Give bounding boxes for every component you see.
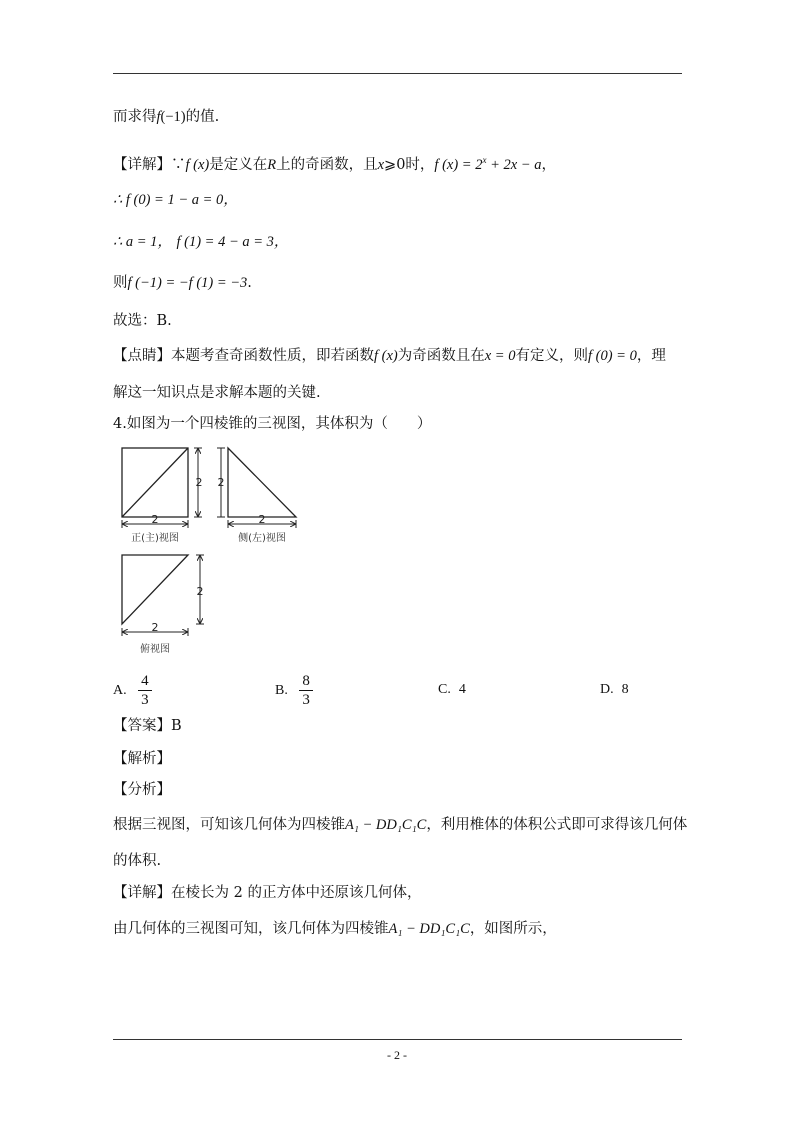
option-a xyxy=(113,672,152,709)
text: ，利用椎体的体积公式即可求得该几何体 xyxy=(426,817,688,833)
top-view-label: 俯视图 xyxy=(140,644,170,655)
option-d xyxy=(600,682,629,698)
option-fraction xyxy=(138,672,152,709)
math: f (x) xyxy=(185,156,210,173)
option-label: A. xyxy=(113,682,127,698)
front-width-label: 2 xyxy=(151,513,159,526)
text-line-5 xyxy=(113,273,252,293)
answer: 【答案】B xyxy=(113,718,182,734)
text-line-9 xyxy=(113,815,687,835)
footer-rule xyxy=(113,1039,682,1040)
question-4 xyxy=(113,414,431,434)
section-tag: 【分析】 xyxy=(113,782,171,798)
text: 由几何体的三视图可知，该几何体为四棱锥 xyxy=(113,921,389,937)
option-b xyxy=(275,672,313,709)
text: 是定义在 xyxy=(209,156,268,173)
text: 本题考查奇函数性质，即若函数 xyxy=(171,348,374,364)
text-line-11 xyxy=(113,883,421,903)
text: 有定义，则 xyxy=(515,348,588,364)
math: f xyxy=(156,109,161,125)
side-width-label: 2 xyxy=(258,513,266,526)
text: ⩾0时， xyxy=(384,156,435,173)
top-width-label: 2 xyxy=(151,621,159,634)
section-tag: 【点睛】 xyxy=(113,348,171,364)
text-line-10 xyxy=(113,851,161,871)
answer-line xyxy=(113,716,182,736)
text: ，如图所示， xyxy=(469,921,557,937)
text: 根据三视图，可知该几何体为四棱锥 xyxy=(113,817,345,833)
header-rule xyxy=(113,73,682,74)
text: 在棱长为 2 的正方体中还原该几何体， xyxy=(171,885,422,901)
jiexi-line xyxy=(113,749,171,769)
fenxi-line xyxy=(113,780,171,800)
side-view-label: 侧(左)视图 xyxy=(238,533,286,544)
text-line-1 xyxy=(113,107,219,127)
math: x = 0 xyxy=(484,348,516,364)
text: 为奇函数且在 xyxy=(397,348,485,364)
section-tag: 【详解】 xyxy=(113,156,171,173)
front-height-label: 2 xyxy=(195,476,203,489)
text-line-12 xyxy=(113,919,557,939)
numerator: 4 xyxy=(138,672,152,691)
text: ∵ xyxy=(171,156,186,173)
text: 上的奇函数，且 xyxy=(276,156,378,173)
math: A₁ − DD₁C₁C xyxy=(345,817,427,833)
option-value: 4 xyxy=(458,682,466,697)
text-line-4 xyxy=(113,232,288,252)
text: 而求得 xyxy=(113,109,157,125)
math: x xyxy=(377,156,385,173)
math: R xyxy=(267,156,277,173)
option-c xyxy=(438,682,466,698)
math: f (x) = 2 xyxy=(434,156,483,173)
math: f (x) xyxy=(374,348,398,364)
top-height-label: 2 xyxy=(196,585,204,598)
top-view xyxy=(122,555,204,655)
side-view xyxy=(217,448,296,544)
math: f (−1) = −f (1) = −3 xyxy=(127,275,248,291)
front-view xyxy=(122,448,203,544)
option-fraction xyxy=(299,672,313,709)
text: . xyxy=(247,275,252,291)
text: ， xyxy=(541,156,556,173)
text: 解这一知识点是求解本题的关键. xyxy=(113,385,321,401)
page-number: - 2 - xyxy=(387,1048,407,1062)
denominator: 3 xyxy=(141,692,149,708)
math-sup: x xyxy=(482,155,487,165)
text: 故选：B. xyxy=(113,313,172,329)
text: 的体积. xyxy=(113,853,162,869)
text: 则 xyxy=(113,275,128,291)
three-view-figure xyxy=(110,440,310,665)
text-line-3 xyxy=(113,190,238,210)
text: 的值. xyxy=(185,109,220,125)
option-label: B. xyxy=(275,682,288,698)
section-tag: 【解析】 xyxy=(113,751,171,767)
front-view-label: 正(主)视图 xyxy=(131,533,179,544)
text-line-7 xyxy=(113,346,666,366)
text-line-6 xyxy=(113,311,172,331)
option-label: C. xyxy=(438,682,451,697)
question-text: 4.如图为一个四棱锥的三视图，其体积为（ ） xyxy=(113,416,432,432)
option-label: D. xyxy=(600,682,614,697)
text-line-2 xyxy=(113,150,556,175)
math: A₁ − DD₁C₁C xyxy=(388,921,470,937)
math: f (1) = 4 − a = 3， xyxy=(176,234,289,250)
denominator: 3 xyxy=(302,692,310,708)
math: ∴ f (0) = 1 − a = 0， xyxy=(113,192,238,208)
numerator: 8 xyxy=(299,672,313,691)
text-line-8 xyxy=(113,383,321,403)
math: ∴ a = 1， xyxy=(113,234,172,250)
math: (−1) xyxy=(160,109,186,125)
side-height-label: 2 xyxy=(217,476,225,489)
math: f (0) = 0 xyxy=(587,348,637,364)
math: + 2x − a xyxy=(486,156,542,173)
text: ，理 xyxy=(636,348,666,364)
option-value: 8 xyxy=(621,682,629,697)
section-tag: 【详解】 xyxy=(113,885,171,901)
